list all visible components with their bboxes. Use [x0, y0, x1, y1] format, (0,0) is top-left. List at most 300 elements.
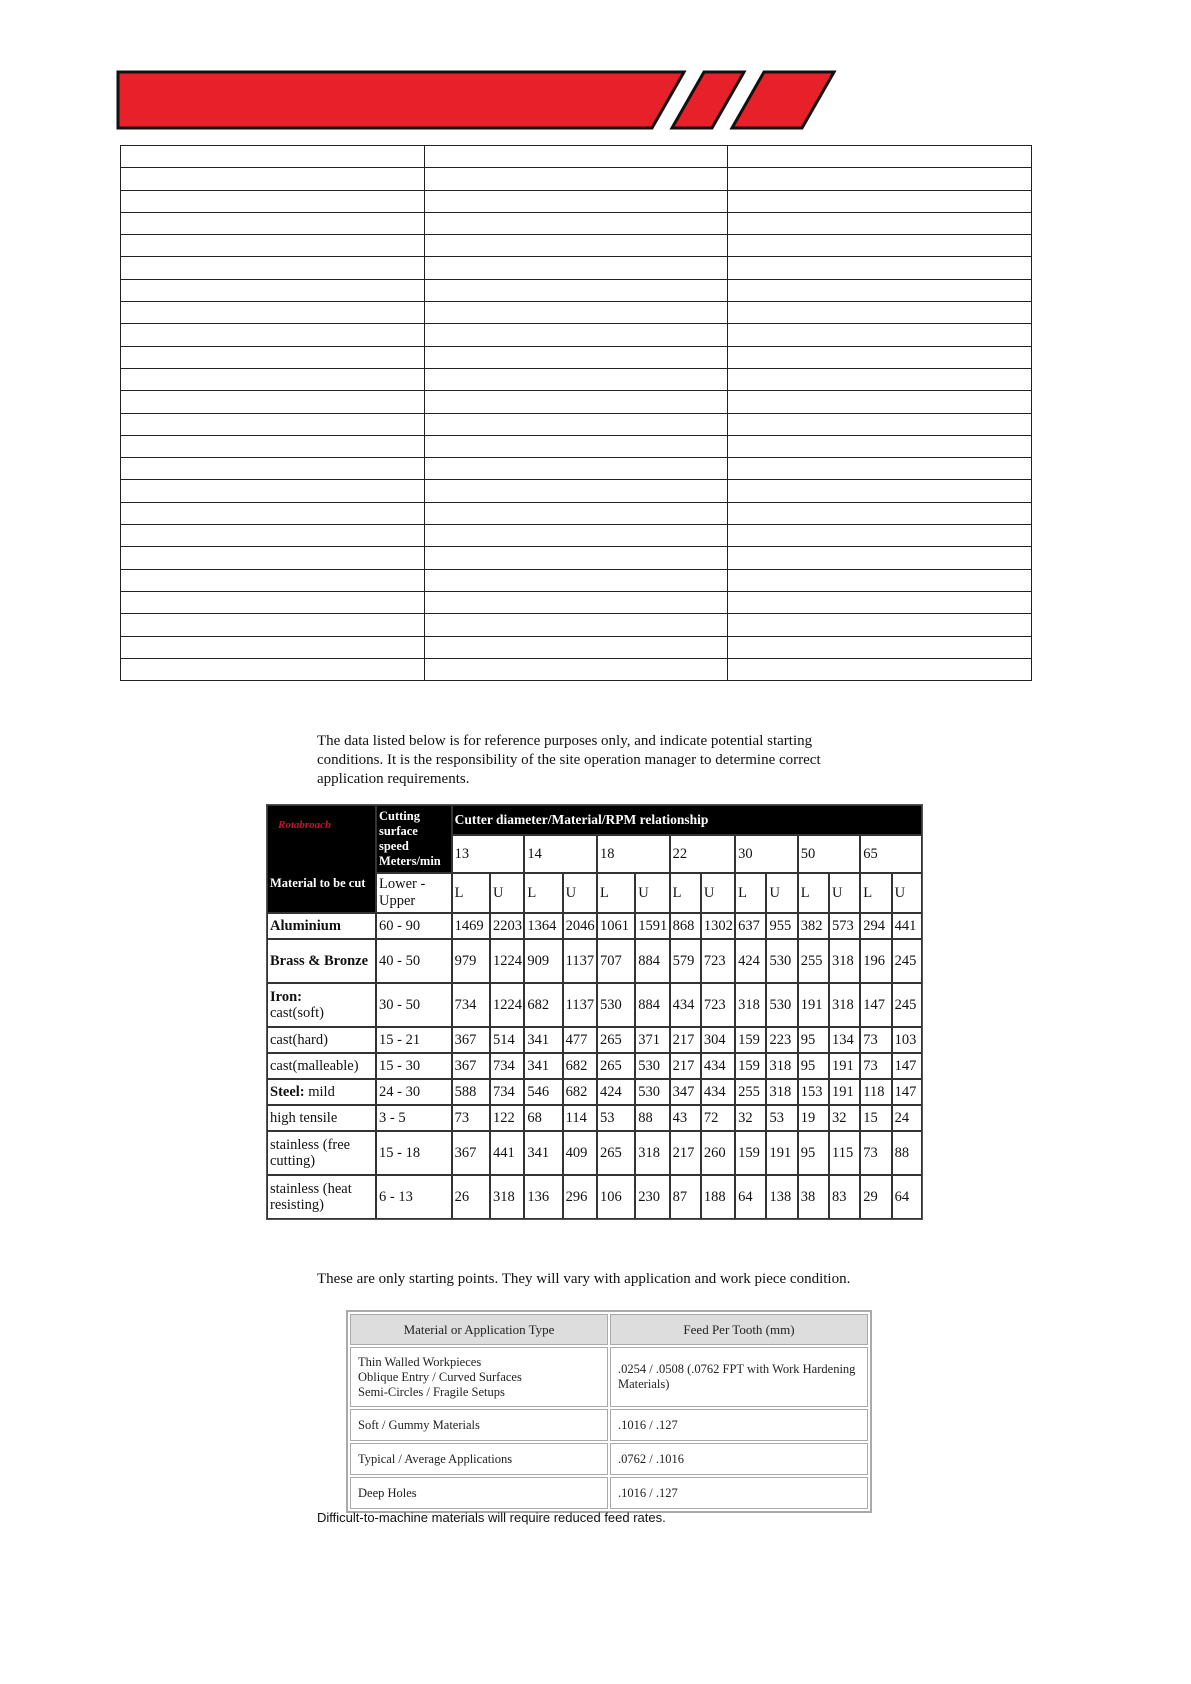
blank-grid-cell: [121, 391, 425, 413]
rpm-value: 134: [829, 1027, 860, 1053]
feed-value-cell: .1016 / .127: [610, 1409, 868, 1441]
blank-grid-cell: [121, 480, 425, 502]
feed-type-line: Soft / Gummy Materials: [358, 1417, 480, 1432]
blank-grid-cell: [728, 502, 1032, 524]
rpm-value: 682: [524, 983, 562, 1027]
rpm-value: 73: [860, 1053, 891, 1079]
feed-row: [350, 1347, 868, 1407]
blank-grid-cell: [121, 525, 425, 547]
rpm-value: 514: [490, 1027, 524, 1053]
banner-stripe: [118, 72, 684, 128]
blank-grid-row: [121, 257, 1032, 279]
rpm-value: 15: [860, 1105, 891, 1131]
lu-cell: L: [452, 873, 490, 913]
banner-stripe: [672, 72, 744, 128]
material-header: Material to be cut: [270, 876, 366, 890]
rpm-value: 73: [452, 1105, 490, 1131]
rpm-value: 95: [798, 1027, 829, 1053]
lu-cell: L: [798, 873, 829, 913]
rpm-value: 318: [490, 1175, 524, 1219]
blank-grid-cell: [424, 525, 728, 547]
blank-grid-cell: [424, 458, 728, 480]
rpm-value: 88: [635, 1105, 669, 1131]
rpm-value: 245: [892, 939, 922, 983]
speed-value: 40 - 50: [376, 939, 452, 983]
diameter-cell: 30: [735, 835, 798, 873]
material-name: [267, 939, 376, 983]
lu-cell: U: [829, 873, 860, 913]
blank-grid-cell: [121, 190, 425, 212]
feed-row: [350, 1443, 868, 1475]
rpm-value: 1061: [597, 913, 635, 939]
rpm-value: 1137: [563, 983, 597, 1027]
blank-grid-table: [120, 145, 1032, 681]
rpm-value: 1224: [490, 939, 524, 983]
rpm-value: 32: [829, 1105, 860, 1131]
blank-grid-row: [121, 279, 1032, 301]
rpm-value: 1469: [452, 913, 490, 939]
rpm-value: 73: [860, 1131, 891, 1175]
rpm-value: 53: [597, 1105, 635, 1131]
rpm-value: 159: [735, 1027, 766, 1053]
rpm-value: 29: [860, 1175, 891, 1219]
feed-value-cell: .0254 / .0508 (.0762 FPT with Work Hardening Materials): [610, 1347, 868, 1407]
rpm-value: 530: [597, 983, 635, 1027]
speed-value: 60 - 90: [376, 913, 452, 939]
blank-grid-cell: [424, 547, 728, 569]
rpm-title-header: Cutter diameter/Material/RPM relationship: [452, 805, 922, 835]
rpm-value: 147: [892, 1053, 922, 1079]
feed-type-cell: [350, 1347, 608, 1407]
feed-type-line: Semi-Circles / Fragile Setups: [358, 1384, 505, 1399]
blank-grid-row: [121, 636, 1032, 658]
speed-header: Cutting surface speed Meters/min: [376, 805, 452, 873]
material-row: [267, 1053, 922, 1079]
rpm-value: 884: [635, 983, 669, 1027]
banner-stripe: [732, 72, 834, 128]
blank-grid-cell: [424, 569, 728, 591]
blank-grid-cell: [121, 146, 425, 168]
rpm-value: 72: [701, 1105, 735, 1131]
rpm-value: 73: [860, 1027, 891, 1053]
feed-type-line: Oblique Entry / Curved Surfaces: [358, 1369, 522, 1384]
blank-grid-row: [121, 146, 1032, 168]
material-sublabel: cast(soft): [270, 1005, 324, 1021]
rpm-value: 114: [563, 1105, 597, 1131]
rpm-value: 296: [563, 1175, 597, 1219]
rpm-value: 347: [670, 1079, 701, 1105]
blank-grid-cell: [121, 569, 425, 591]
rpm-value: 909: [524, 939, 562, 983]
blank-grid-cell: [424, 235, 728, 257]
rpm-value: 546: [524, 1079, 562, 1105]
rpm-value: 255: [735, 1079, 766, 1105]
rpm-value: 579: [670, 939, 701, 983]
blank-grid-cell: [424, 212, 728, 234]
material-name: [267, 1131, 376, 1175]
speed-value: 15 - 30: [376, 1053, 452, 1079]
feed-value-cell: .0762 / .1016: [610, 1443, 868, 1475]
rpm-value: 707: [597, 939, 635, 983]
blank-grid-cell: [121, 636, 425, 658]
blank-grid-cell: [424, 413, 728, 435]
rpm-value: 103: [892, 1027, 922, 1053]
blank-grid-cell: [121, 235, 425, 257]
rpm-value: 371: [635, 1027, 669, 1053]
blank-grid-cell: [424, 302, 728, 324]
blank-grid-row: [121, 614, 1032, 636]
blank-grid-cell: [728, 547, 1032, 569]
blank-grid-row: [121, 168, 1032, 190]
rpm-logo-cell: [267, 805, 376, 913]
blank-grid-cell: [121, 257, 425, 279]
feed-type-cell: [350, 1443, 608, 1475]
blank-grid-cell: [121, 614, 425, 636]
rpm-value: 637: [735, 913, 766, 939]
rpm-value: 138: [766, 1175, 797, 1219]
material-name: [267, 1079, 376, 1105]
blank-grid-cell: [121, 502, 425, 524]
blank-grid-cell: [728, 190, 1032, 212]
blank-grid-cell: [121, 168, 425, 190]
rpm-value: 682: [563, 1053, 597, 1079]
blank-grid-cell: [424, 480, 728, 502]
rpm-value: 367: [452, 1027, 490, 1053]
rpm-value: 682: [563, 1079, 597, 1105]
blank-grid-row: [121, 435, 1032, 457]
blank-grid-row: [121, 302, 1032, 324]
blank-grid-cell: [424, 591, 728, 613]
rpm-value: 530: [635, 1053, 669, 1079]
diameter-cell: 13: [452, 835, 525, 873]
material-name: [267, 1175, 376, 1219]
starting-points-paragraph: These are only starting points. They will vary with application and work piece condition.: [317, 1271, 851, 1287]
rpm-value: 196: [860, 939, 891, 983]
rpm-value: 260: [701, 1131, 735, 1175]
blank-grid-cell: [728, 168, 1032, 190]
material-name: [267, 913, 376, 939]
rpm-value: 53: [766, 1105, 797, 1131]
blank-grid-cell: [728, 302, 1032, 324]
lu-cell: L: [735, 873, 766, 913]
rpm-value: 83: [829, 1175, 860, 1219]
blank-grid-row: [121, 569, 1032, 591]
rpm-value: 409: [563, 1131, 597, 1175]
rpm-value: 1364: [524, 913, 562, 939]
speed-value: 3 - 5: [376, 1105, 452, 1131]
material-label: cast(malleable): [270, 1058, 359, 1074]
blank-grid-cell: [121, 458, 425, 480]
rpm-value: 19: [798, 1105, 829, 1131]
blank-grid-cell: [121, 302, 425, 324]
rpm-value: 318: [829, 983, 860, 1027]
blank-grid-cell: [424, 636, 728, 658]
rpm-value: 255: [798, 939, 829, 983]
material-name: [267, 1027, 376, 1053]
blank-grid-cell: [728, 435, 1032, 457]
blank-grid-row: [121, 591, 1032, 613]
blank-grid-cell: [728, 658, 1032, 680]
material-row: [267, 1105, 922, 1131]
rpm-value: 367: [452, 1053, 490, 1079]
blank-grid-cell: [728, 146, 1032, 168]
material-row: [267, 1131, 922, 1175]
blank-grid-cell: [121, 324, 425, 346]
feed-col-type-header: Material or Application Type: [350, 1314, 608, 1345]
lu-cell: U: [701, 873, 735, 913]
rpm-value: 26: [452, 1175, 490, 1219]
lu-cell: U: [490, 873, 524, 913]
blank-grid-cell: [424, 346, 728, 368]
rpm-value: 188: [701, 1175, 735, 1219]
rpm-value: 1591: [635, 913, 669, 939]
blank-grid-cell: [728, 569, 1032, 591]
blank-grid-cell: [424, 391, 728, 413]
blank-grid-row: [121, 525, 1032, 547]
rpm-value: 191: [766, 1131, 797, 1175]
feed-row: [350, 1477, 868, 1509]
rpm-value: 441: [892, 913, 922, 939]
speed-value: 15 - 18: [376, 1131, 452, 1175]
blank-grid-row: [121, 458, 1032, 480]
material-label: Iron:: [270, 989, 302, 1005]
blank-grid-cell: [728, 324, 1032, 346]
rpm-value: 2046: [563, 913, 597, 939]
material-sublabel: mild: [304, 1084, 335, 1100]
rpm-value: 367: [452, 1131, 490, 1175]
rpm-value: 868: [670, 913, 701, 939]
blank-grid-cell: [728, 413, 1032, 435]
material-label: Steel:: [270, 1084, 305, 1100]
diameter-cell: 14: [524, 835, 597, 873]
rpm-value: 217: [670, 1053, 701, 1079]
blank-grid-cell: [121, 413, 425, 435]
rpm-value: 2203: [490, 913, 524, 939]
rpm-value: 588: [452, 1079, 490, 1105]
blank-grid-row: [121, 212, 1032, 234]
blank-grid-cell: [121, 435, 425, 457]
rpm-value: 95: [798, 1053, 829, 1079]
rpm-value: 341: [524, 1131, 562, 1175]
blank-grid-cell: [728, 212, 1032, 234]
footer-note: Difficult-to-machine materials will require reduced feed rates.: [317, 1510, 666, 1525]
rpm-value: 159: [735, 1053, 766, 1079]
rpm-value: 434: [670, 983, 701, 1027]
feed-per-tooth-table: [346, 1310, 872, 1513]
rpm-value: 884: [635, 939, 669, 983]
material-label: Brass & Bronze: [270, 953, 369, 969]
blank-grid-cell: [728, 257, 1032, 279]
rpm-value: 64: [892, 1175, 922, 1219]
rpm-value: 1137: [563, 939, 597, 983]
feed-header-row: [350, 1314, 868, 1345]
rpm-value: 341: [524, 1027, 562, 1053]
blank-grid-cell: [121, 368, 425, 390]
rpm-value: 147: [892, 1079, 922, 1105]
blank-grid-row: [121, 547, 1032, 569]
material-name: [267, 1105, 376, 1131]
rpm-value: 95: [798, 1131, 829, 1175]
rpm-value: 424: [597, 1079, 635, 1105]
rpm-value: 734: [490, 1053, 524, 1079]
rpm-value: 43: [670, 1105, 701, 1131]
lu-cell: U: [766, 873, 797, 913]
rotabroach-logo: Rotabroach: [278, 819, 332, 831]
blank-grid-cell: [728, 636, 1032, 658]
blank-grid-cell: [121, 212, 425, 234]
rpm-value: 723: [701, 983, 735, 1027]
material-row: [267, 983, 922, 1027]
blank-grid-row: [121, 346, 1032, 368]
rpm-value: 341: [524, 1053, 562, 1079]
rpm-value: 87: [670, 1175, 701, 1219]
rpm-value: 106: [597, 1175, 635, 1219]
blank-grid-cell: [728, 480, 1032, 502]
blank-grid-cell: [121, 346, 425, 368]
rpm-value: 191: [798, 983, 829, 1027]
speed-value: 24 - 30: [376, 1079, 452, 1105]
rpm-value: 1302: [701, 913, 735, 939]
blank-grid-cell: [424, 190, 728, 212]
rpm-value: 191: [829, 1079, 860, 1105]
rpm-value: 122: [490, 1105, 524, 1131]
lower-upper-label: Lower - Upper: [376, 873, 452, 913]
rpm-value: 382: [798, 913, 829, 939]
material-label: high tensile: [270, 1110, 338, 1126]
rpm-value: 318: [829, 939, 860, 983]
material-name: [267, 983, 376, 1027]
rpm-value: 68: [524, 1105, 562, 1131]
rpm-value: 24: [892, 1105, 922, 1131]
rpm-value: 265: [597, 1131, 635, 1175]
red-header-banner: [116, 70, 846, 130]
rpm-value: 424: [735, 939, 766, 983]
rpm-value: 217: [670, 1027, 701, 1053]
blank-grid-cell: [728, 614, 1032, 636]
rpm-value: 265: [597, 1053, 635, 1079]
speed-value: 30 - 50: [376, 983, 452, 1027]
blank-grid-cell: [121, 658, 425, 680]
feed-type-cell: [350, 1477, 608, 1509]
rpm-value: 223: [766, 1027, 797, 1053]
blank-grid-cell: [424, 279, 728, 301]
material-label: stainless (heat resisting): [270, 1181, 352, 1213]
rpm-value: 434: [701, 1053, 735, 1079]
rpm-value: 1224: [490, 983, 524, 1027]
material-label: stainless (free cutting): [270, 1137, 351, 1169]
material-label: Aluminium: [270, 918, 341, 934]
rpm-value: 147: [860, 983, 891, 1027]
rpm-value: 955: [766, 913, 797, 939]
lu-cell: L: [597, 873, 635, 913]
feed-row: [350, 1409, 868, 1441]
blank-grid-cell: [121, 591, 425, 613]
material-row: [267, 1079, 922, 1105]
lu-cell: U: [563, 873, 597, 913]
blank-grid-cell: [728, 525, 1032, 547]
blank-grid-cell: [424, 168, 728, 190]
rpm-value: 88: [892, 1131, 922, 1175]
blank-grid-row: [121, 413, 1032, 435]
blank-grid-cell: [728, 346, 1032, 368]
feed-col-fpt-header: Feed Per Tooth (mm): [610, 1314, 868, 1345]
blank-grid-row: [121, 391, 1032, 413]
blank-grid-cell: [728, 391, 1032, 413]
rpm-value: 294: [860, 913, 891, 939]
blank-grid-cell: [728, 368, 1032, 390]
rpm-value: 530: [766, 939, 797, 983]
lu-cell: L: [860, 873, 891, 913]
feed-type-line: Thin Walled Workpieces: [358, 1354, 482, 1369]
blank-grid-row: [121, 190, 1032, 212]
blank-grid-cell: [424, 146, 728, 168]
rpm-value: 230: [635, 1175, 669, 1219]
rpm-value: 191: [829, 1053, 860, 1079]
intro-paragraph: The data listed below is for reference purposes only, and indicate potential starting conditions. It is the responsibility of the site operation manager to determine correct application requirements.: [317, 733, 821, 787]
lu-cell: U: [635, 873, 669, 913]
material-row: [267, 1027, 922, 1053]
rpm-value: 979: [452, 939, 490, 983]
blank-grid-cell: [728, 279, 1032, 301]
rpm-value: 441: [490, 1131, 524, 1175]
rpm-value: 32: [735, 1105, 766, 1131]
rpm-value: 318: [635, 1131, 669, 1175]
blank-grid-row: [121, 368, 1032, 390]
rpm-value: 318: [766, 1079, 797, 1105]
rpm-value: 477: [563, 1027, 597, 1053]
rpm-value: 38: [798, 1175, 829, 1219]
blank-grid-cell: [424, 614, 728, 636]
feed-type-cell: [350, 1409, 608, 1441]
lu-cell: L: [670, 873, 701, 913]
material-label: cast(hard): [270, 1032, 328, 1048]
rpm-value: 530: [635, 1079, 669, 1105]
blank-grid-row: [121, 235, 1032, 257]
diameter-cell: 18: [597, 835, 670, 873]
blank-grid-cell: [728, 235, 1032, 257]
rpm-value: 530: [766, 983, 797, 1027]
diameter-cell: 22: [670, 835, 736, 873]
blank-grid-row: [121, 502, 1032, 524]
feed-value-cell: .1016 / .127: [610, 1477, 868, 1509]
rpm-value: 64: [735, 1175, 766, 1219]
rpm-value: 318: [735, 983, 766, 1027]
diameter-cell: 50: [798, 835, 861, 873]
rpm-header-row-1: [267, 805, 922, 835]
diameter-cell: 65: [860, 835, 922, 873]
rpm-value: 723: [701, 939, 735, 983]
rpm-table: [266, 804, 923, 1220]
blank-grid-cell: [424, 658, 728, 680]
blank-grid-cell: [424, 435, 728, 457]
feed-type-line: Typical / Average Applications: [358, 1451, 513, 1466]
rpm-value: 434: [701, 1079, 735, 1105]
blank-grid-cell: [121, 279, 425, 301]
material-name: [267, 1053, 376, 1079]
material-row: [267, 939, 922, 983]
rpm-value: 265: [597, 1027, 635, 1053]
rpm-value: 304: [701, 1027, 735, 1053]
blank-grid-cell: [424, 502, 728, 524]
rpm-value: 115: [829, 1131, 860, 1175]
material-row: [267, 1175, 922, 1219]
lu-cell: U: [892, 873, 922, 913]
blank-grid-cell: [121, 547, 425, 569]
rpm-value: 245: [892, 983, 922, 1027]
rpm-value: 136: [524, 1175, 562, 1219]
blank-grid-cell: [424, 368, 728, 390]
lu-cell: L: [524, 873, 562, 913]
